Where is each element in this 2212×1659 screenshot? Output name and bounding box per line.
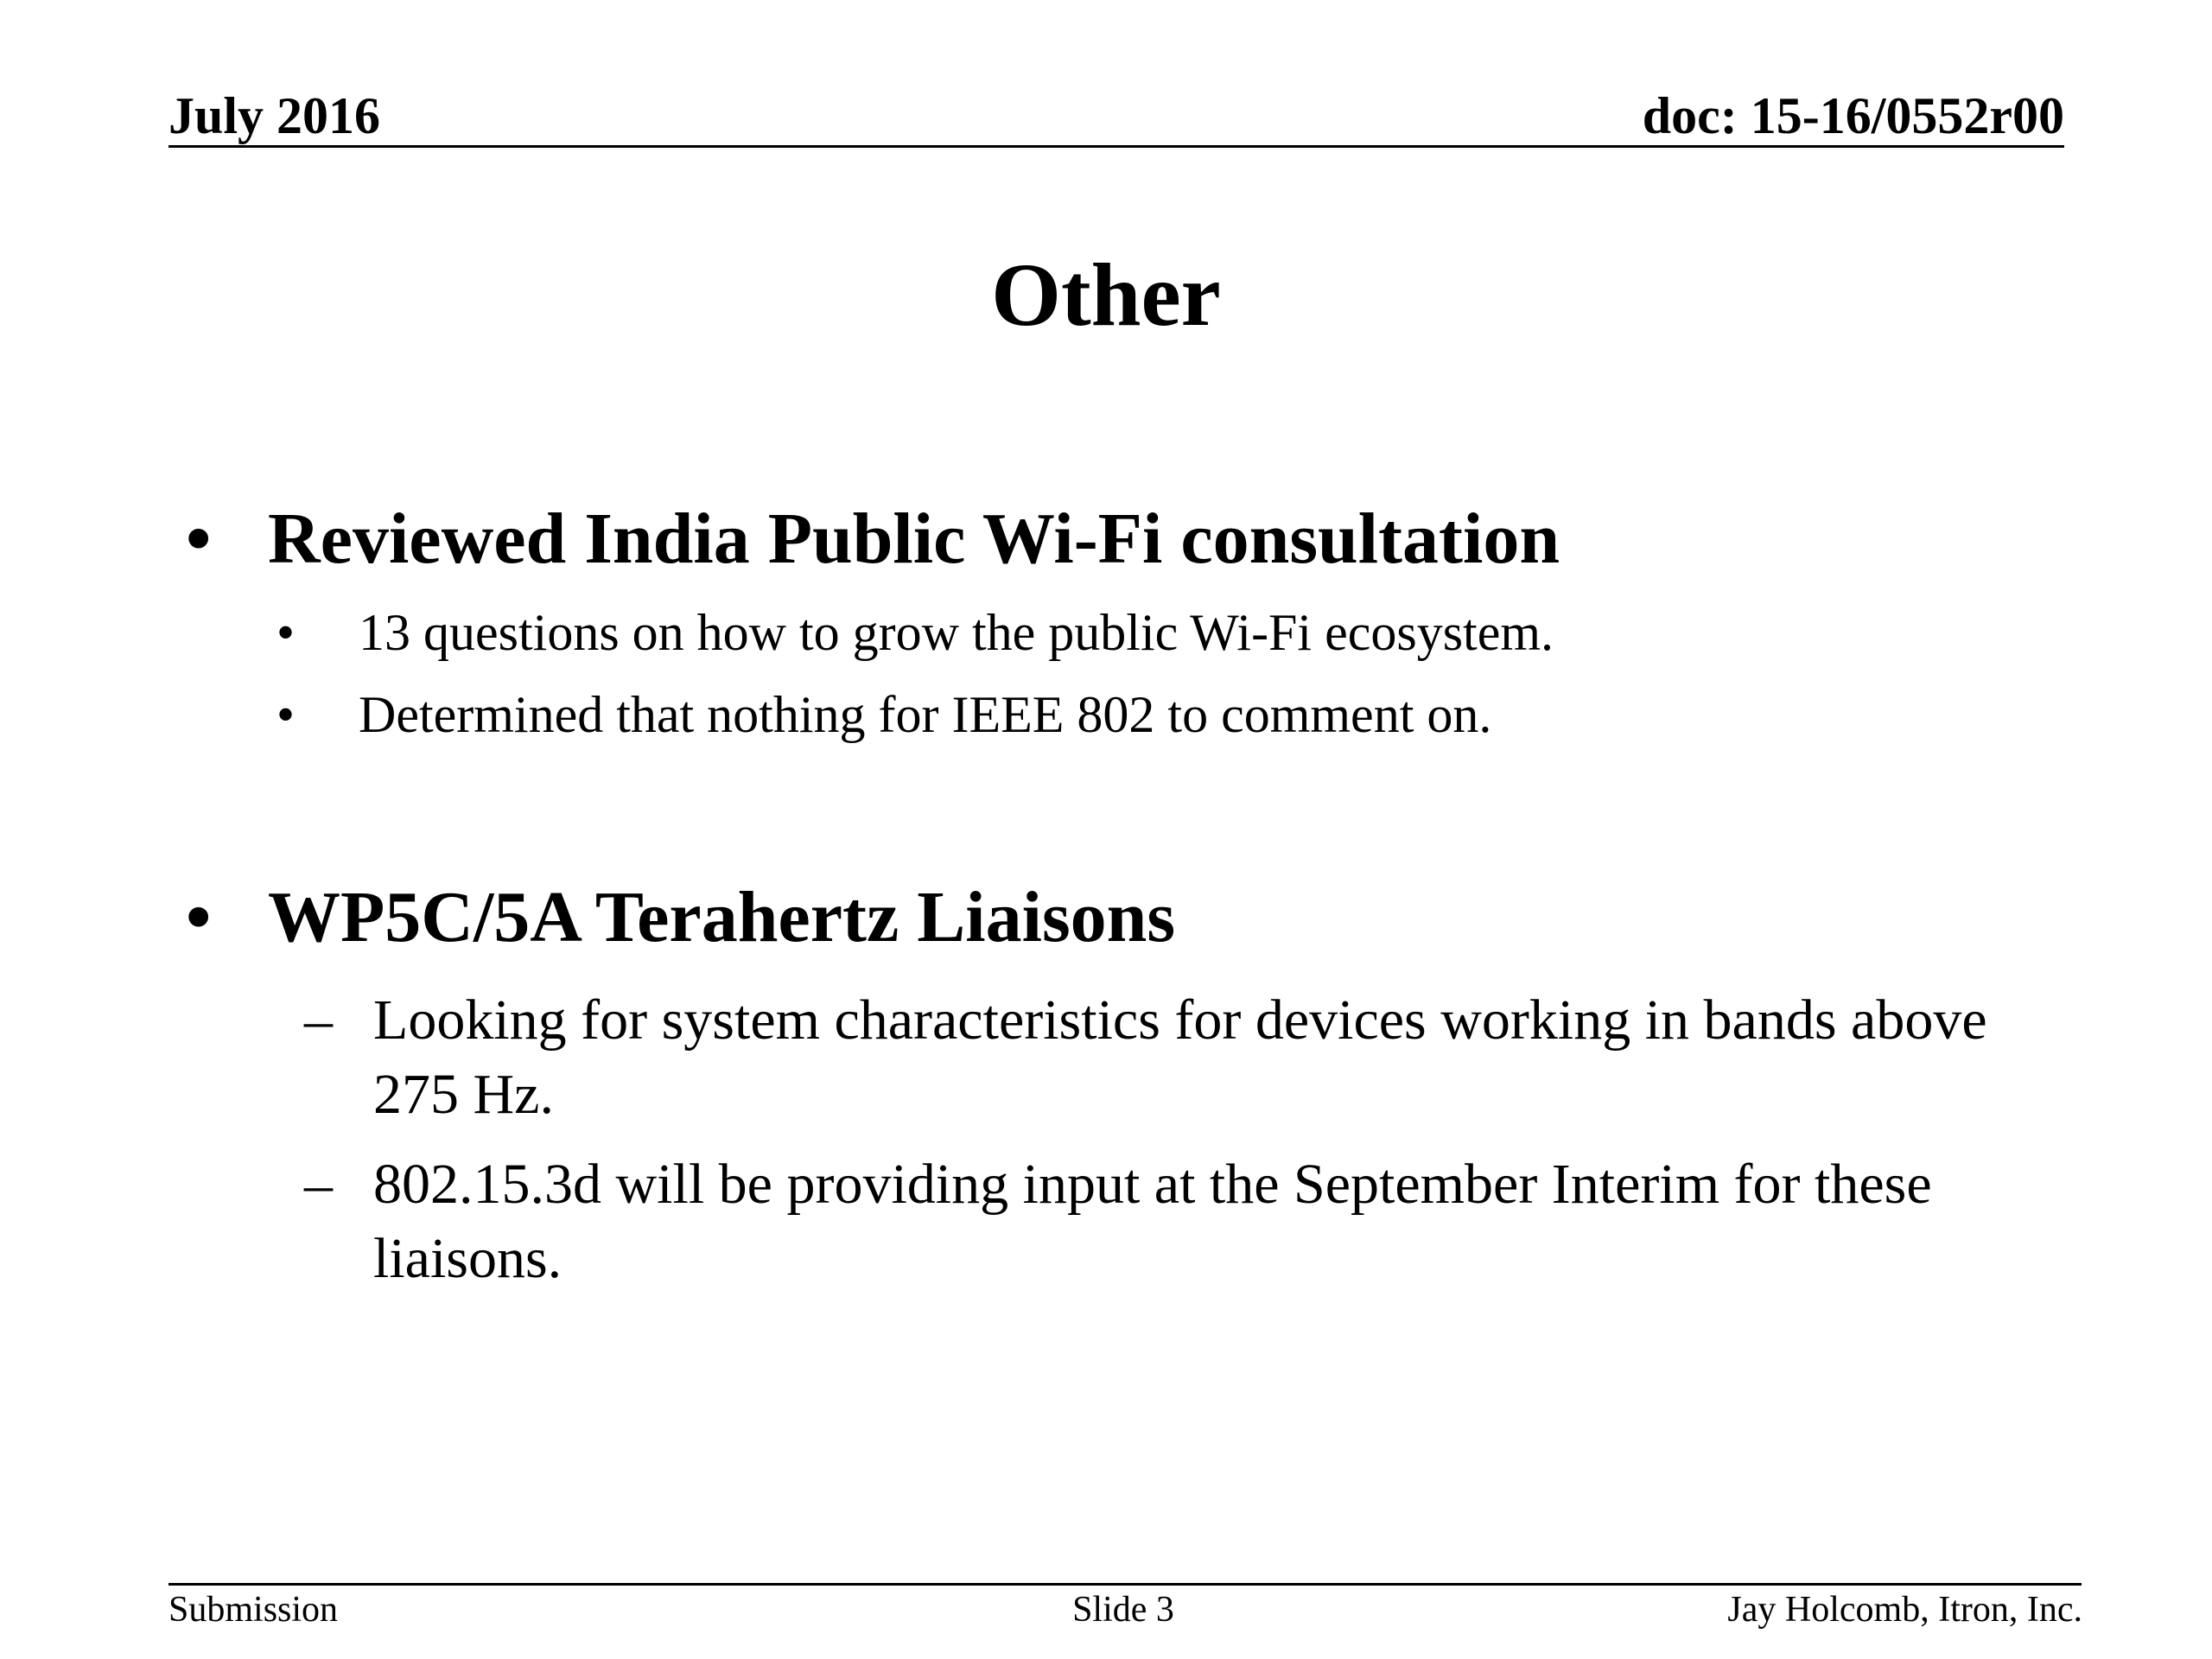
section-heading-text: Reviewed India Public Wi-Fi consultation [268, 499, 1560, 579]
footer-submission: Submission [168, 1590, 339, 1630]
footer-slide-number: Slide 3 [1072, 1590, 1174, 1630]
bullet-marker: • [276, 604, 296, 661]
bullet-marker: • [276, 686, 296, 743]
header-doc-id: doc: 15-16/0552r00 [1642, 87, 2064, 144]
dash-marker: – [304, 988, 333, 1052]
header-date: July 2016 [168, 87, 381, 144]
section-heading-text: WP5C/5A Terahertz Liaisons [268, 877, 1176, 957]
list-item-text: 802.15.3d will be providing input at the September Interim for these liaisons. [373, 1153, 1932, 1290]
slide-header [168, 79, 2064, 149]
footer-author: Jay Holcomb, Itron, Inc. [1727, 1590, 2082, 1630]
header-divider [168, 145, 2064, 148]
dash-marker: – [304, 1153, 333, 1216]
bullet-marker: • [186, 499, 212, 579]
list-item-text: Determined that nothing for IEEE 802 to comment on. [359, 686, 1492, 743]
list-item-text: 13 questions on how to grow the public Wi-Fi ecosystem. [359, 604, 1554, 661]
list-item-text: Looking for system characteristics for devices working in bands above 275 Hz. [373, 988, 1987, 1126]
slide-title: Other [991, 245, 1221, 345]
bullet-marker: • [186, 877, 212, 957]
footer-divider [168, 1583, 2082, 1586]
